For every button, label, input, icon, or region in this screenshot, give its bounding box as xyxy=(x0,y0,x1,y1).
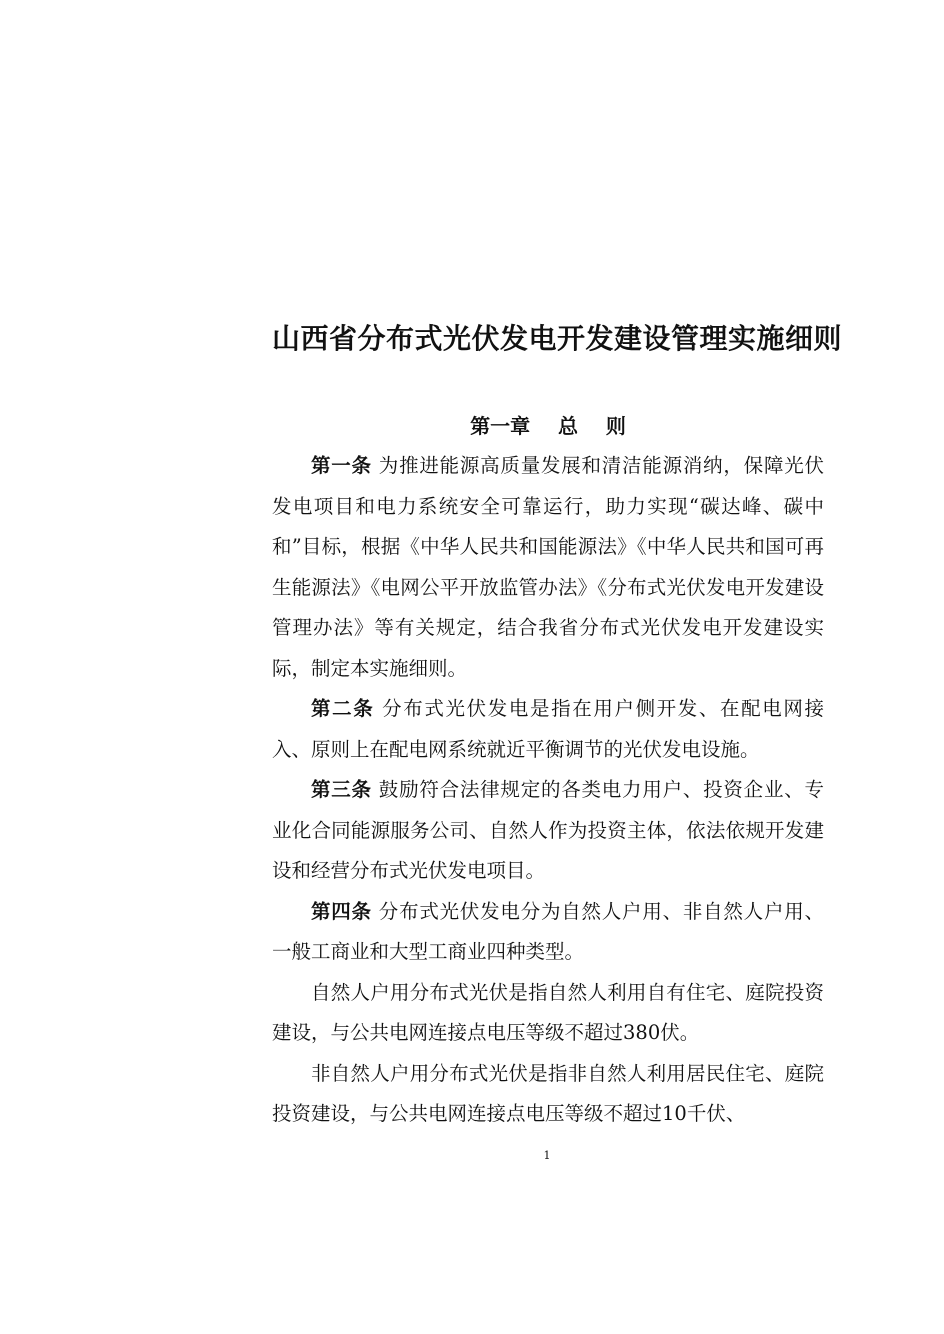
non-residential-definition-paragraph xyxy=(272,1054,824,1135)
article-4-label: 第四条 xyxy=(311,899,372,923)
article-2-paragraph xyxy=(272,689,824,770)
page-number: 1 xyxy=(543,1149,551,1162)
document-title: 山西省分布式光伏发电开发建设管理实施细则 xyxy=(272,322,843,355)
article-1-label: 第一条 xyxy=(311,454,372,477)
residential-definition-paragraph xyxy=(272,973,824,1054)
article-4-text: 分布式光伏发电分为自然人户用、非自然人户用、一般工商业和大型工商业四种类型。 xyxy=(272,899,824,963)
article-4-paragraph xyxy=(272,892,824,973)
article-3-text: 鼓励符合法律规定的各类电力用户、投资企业、专业化合同能源服务公司、自然人作为投资主体，依法依规开发建设和经营分布式光伏发电项目。 xyxy=(272,778,824,882)
chapter-heading: 第一章 总 则 xyxy=(470,414,626,438)
article-1-text: 为推进能源高质量发展和清洁能源消纳，保障光伏发电项目和电力系统安全可靠运行，助力实现“碳达峰、碳中和”目标，根据《中华人民共和国能源法》《中华人民共和国可再生能源法》《电网公平开放监管办法》《分布式光伏发电开发建设管理办法》等有关规定，结合我省分布式光伏发电开发建设实际，制定本实施细则。 xyxy=(272,454,824,680)
residential-definition-text: 自然人户用分布式光伏是指自然人利用自有住宅、庭院投资建设，与公共电网连接点电压等级不超过380伏。 xyxy=(272,980,824,1044)
document-body xyxy=(272,446,824,1135)
article-3-label: 第三条 xyxy=(311,778,372,801)
non-residential-definition-text: 非自然人户用分布式光伏是指非自然人利用居民住宅、庭院投资建设，与公共电网连接点电压等级不超过10千伏、 xyxy=(272,1061,824,1125)
article-1-paragraph xyxy=(272,446,824,689)
article-2-label: 第二条 xyxy=(311,697,375,720)
article-2-text: 分布式光伏发电是指在用户侧开发、在配电网接入、原则上在配电网系统就近平衡调节的光伏发电设施。 xyxy=(272,697,824,761)
article-3-paragraph xyxy=(272,770,824,892)
